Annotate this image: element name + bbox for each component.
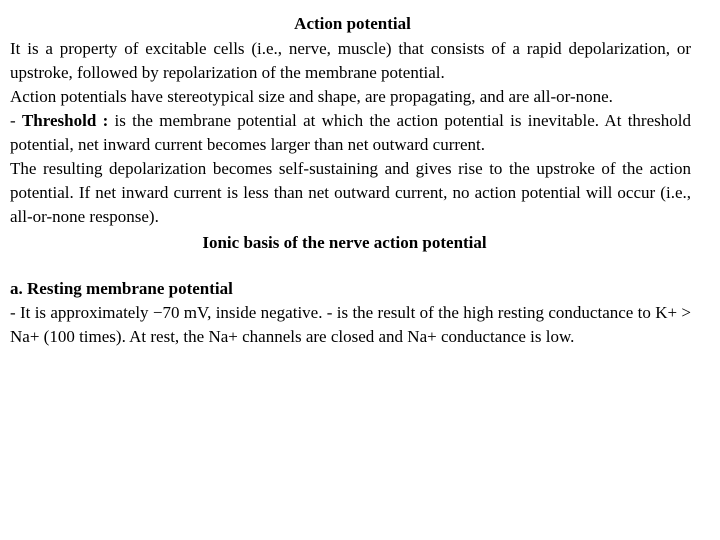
threshold-definition: is the membrane potential at which the action potential is inevitable. At threshold potential, net inward current becomes larger than net outward current. — [10, 111, 691, 154]
all-or-none-paragraph: Action potentials have stereotypical size and shape, are propagating, and are all-or-none. — [10, 87, 613, 106]
resting-potential-text: - It is approximately −70 mV, inside negative. - is the result of the high resting conductance to K+ > Na+ (100 times). At rest, the Na+ channels are closed and Na+ conductance is low. — [10, 303, 691, 346]
threshold-dash: - — [10, 111, 22, 130]
depolarization-paragraph: The resulting depolarization becomes self-sustaining and gives rise to the upstroke of the action potential. If net inward current is less than net outward current, no action potential will occur (i.e., all-or-none response). — [10, 159, 691, 226]
slide-content — [10, 12, 691, 349]
definition-paragraph: It is a property of excitable cells (i.e., nerve, muscle) that consists of a rapid depolarization, or upstroke, followed by repolarization of the membrane potential. — [10, 39, 691, 82]
threshold-term: Threshold : — [21, 111, 115, 130]
slide-title: Action potential — [294, 14, 411, 33]
ionic-basis-subtitle: Ionic basis of the nerve action potential — [202, 233, 487, 252]
resting-potential-heading: a. Resting membrane potential — [10, 279, 233, 298]
threshold-paragraph — [10, 109, 691, 157]
